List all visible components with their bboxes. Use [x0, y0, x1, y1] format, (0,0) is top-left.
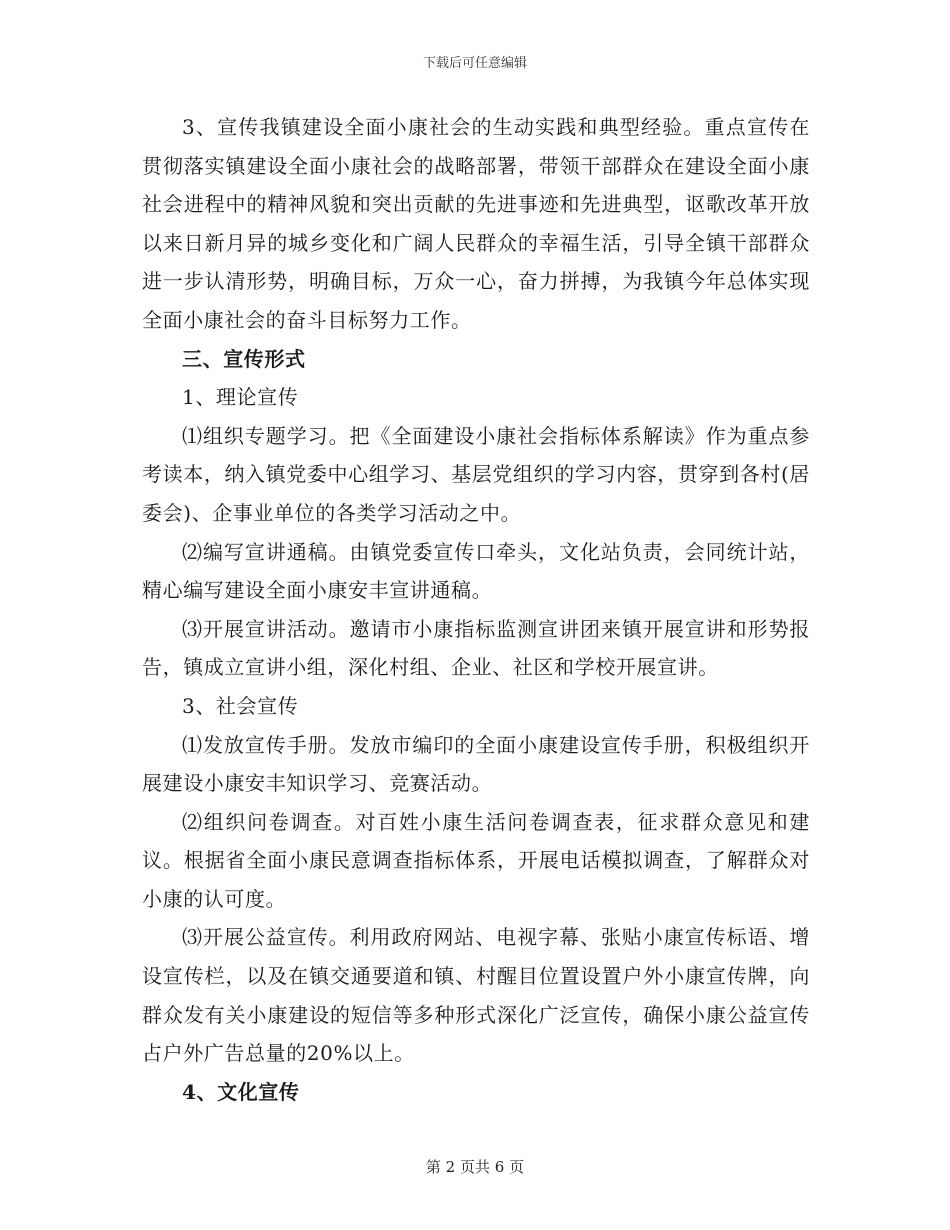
- subheading-theory-publicity: 1、理论宣传: [182, 385, 299, 410]
- paragraph-theory-3: ⑶开展宣讲活动。邀请市小康指标监测宣讲团来镇开展宣讲和形势报告，镇成立宣讲小组，深化村组、企业、社区和学校开展宣讲。: [142, 616, 810, 680]
- page-header-note: 下载后可任意编辑: [422, 56, 527, 71]
- page-number: 第 2 页共 6 页: [425, 1158, 525, 1176]
- section-heading-publicity-forms: 三、宣传形式: [182, 346, 306, 371]
- paragraph-theory-1: ⑴组织专题学习。把《全面建设小康社会指标体系解读》作为重点参考读本，纳入镇党委中心组学习、基层党组织的学习内容，贯穿到各村(居委会)、企事业单位的各类学习活动之中。: [142, 423, 810, 525]
- document-body: [142, 108, 810, 1111]
- paragraph-publicity-content-3: 3、宣传我镇建设全面小康社会的生动实践和典型经验。重点宣传在贯彻落实镇建设全面小康社会的战略部署，带领干部群众在建设全面小康社会进程中的精神风貌和突出贡献的先进事迹和先进典型，讴歌改革开放以来日新月异的城乡变化和广阔人民群众的幸福生活，引导全镇干部群众进一步认清形势，明确目标，万众一心，奋力拼搏，为我镇今年总体实现全面小康社会的奋斗目标努力工作。: [142, 115, 810, 332]
- subheading-social-publicity: 3、社会宣传: [182, 693, 299, 718]
- paragraph-social-3: ⑶开展公益宣传。利用政府网站、电视字幕、张贴小康宣传标语、增设宣传栏，以及在镇交通要道和镇、村醒目位置设置户外小康宣传牌，向群众发有关小康建设的短信等多种形式深化广泛宣传，确保小康公益宣传占户外广告总量的20%以上。: [142, 925, 810, 1066]
- paragraph-social-1: ⑴发放宣传手册。发放市编印的全面小康建设宣传手册，积极组织开展建设小康安丰知识学习、竞赛活动。: [142, 732, 810, 796]
- paragraph-theory-2: ⑵编写宣讲通稿。由镇党委宣传口牵头，文化站负责，会同统计站，精心编写建设全面小康安丰宣讲通稿。: [142, 539, 810, 603]
- paragraph-social-2: ⑵组织问卷调查。对百姓小康生活问卷调查表，征求群众意见和建议。根据省全面小康民意调查指标体系，开展电话模拟调查，了解群众对小康的认可度。: [142, 809, 810, 911]
- subheading-cultural-publicity: 4、文化宣传: [182, 1079, 300, 1104]
